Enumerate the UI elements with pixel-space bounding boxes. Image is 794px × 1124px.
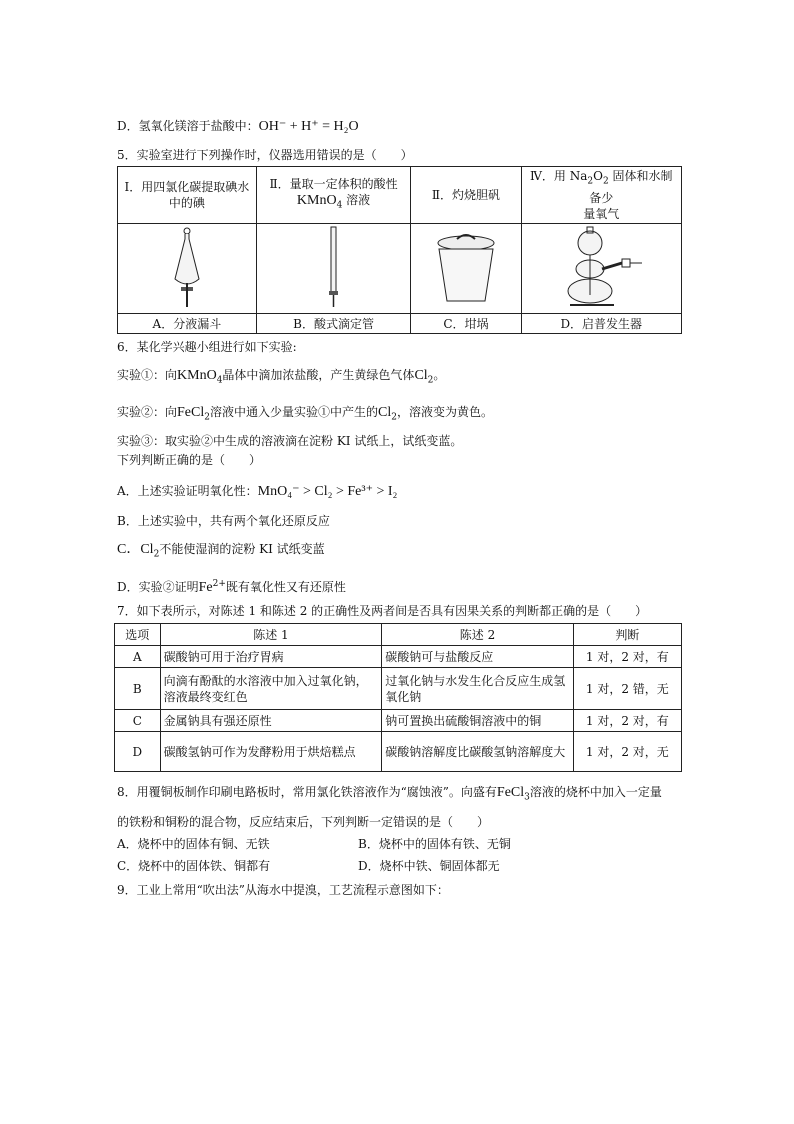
q7-table [114,623,682,772]
q4-formula: OH⁻ + H⁺ = H₂O [258,119,359,134]
caption-b: B．酸式滴定管 [256,314,411,334]
q5-stem: 5．实验室进行下列操作时，仪器选用错误的是（ ） [117,148,413,162]
q5-header-2: Ⅱ．量取一定体积的酸性 KMnO$_4$ 溶液 [256,167,411,224]
q6-experiment-1: 实验①：向KMnO$_4$晶体中滴加浓盐酸，产生黄绿色气体$Cl_2$。 [117,368,446,386]
q8-option-c: C．烧杯中的固体铁、铜都有 [117,859,271,873]
table-row: B 向滴有酚酞的水溶液中加入过氧化钠，溶液最终变红色 过氧化钠与水发生化合反应生成氢氧化钠 1 对，2 错，无 [115,668,682,710]
q6-ask: 下列判断正确的是（ ） [117,453,262,467]
burette-cell [256,224,411,314]
q6-option-a: A．上述实验证明氧化性：MnO₄⁻ > Cl₂ > Fe³⁺ > I₂ [117,484,398,499]
q8-option-b: B．烧杯中的固体有铁、无铜 [358,837,511,851]
q8-option-a: A．烧杯中的固体有铜、无铁 [117,837,270,851]
q6-experiment-3: 实验③：取实验②中生成的溶液滴在淀粉 KI 试纸上，试纸变蓝。 [117,434,463,448]
q5-header-3: Ⅱ．灼烧胆矾 [411,167,521,224]
caption-a: A．分液漏斗 [118,314,257,334]
q7-header-row: 选项 陈述 1 陈述 2 判断 [115,624,682,646]
kipp-generator-icon [556,225,646,309]
q5-header-4: Ⅳ．用 $Na_2O_2$ 固体和水制备少 量氧气 [521,167,682,224]
separatory-funnel-icon [167,225,207,309]
kipp-generator-cell [521,224,682,314]
table-row: C 金属钠具有强还原性 钠可置换出硫酸铜溶液中的铜 1 对，2 对，有 [115,710,682,732]
q4-option-d: D．氢氧化镁溶于盐酸中：OH⁻ + H⁺ = H₂O [117,119,359,134]
q7-stem: 7．如下表所示，对陈述 1 和陈述 2 的正确性及两者间是否具有因果关系的判断都正确的是（ ） [117,604,648,618]
q6-a-formula: MnO₄⁻ > Cl₂ > Fe³⁺ > I₂ [257,484,398,499]
q8-stem-line-1: 8．用覆铜板制作印刷电路板时，常用氯化铁溶液作为“腐蚀液”。向盛有FeCl$_3$溶液的烧杯中加入一定量 [117,785,662,803]
q6-option-d: D．实验②证明$Fe^{2+}$既有氧化性又有还原性 [117,579,346,595]
q6-stem: 6．某化学兴趣小组进行如下实验: [117,340,297,354]
q8-option-d: D．烧杯中铁、铜固体都无 [358,859,500,873]
table-row: D 碳酸氢钠可作为发酵粉用于烘焙糕点 碳酸钠溶解度比碳酸氢钠溶解度大 1 对，2 对，无 [115,732,682,772]
q9-stem: 9．工业上常用“吹出法”从海水中提溴，工艺流程示意图如下： [117,883,449,897]
table-row: A 碳酸钠可用于治疗胃病 碳酸钠可与盐酸反应 1 对，2 对，有 [115,646,682,668]
caption-c: C．坩埚 [411,314,521,334]
separatory-funnel-cell [118,224,257,314]
crucible-icon [431,227,501,307]
q5-header-1: Ⅰ．用四氯化碳提取碘水 中的碘 [118,167,257,224]
crucible-cell [411,224,521,314]
q6-option-c: C．$Cl_2$不能使湿润的淀粉 KI 试纸变蓝 [117,542,325,560]
q6-option-b: B．上述实验中，共有两个氧化还原反应 [117,514,330,528]
caption-d: D．启普发生器 [521,314,682,334]
q5-apparatus-table [117,166,682,334]
q8-stem-line-2: 的铁粉和铜粉的混合物，反应结束后，下列判断一定错误的是（ ） [117,815,490,829]
q6-experiment-2: 实验②：向FeCl$_2$溶液中通入少量实验①中产生的$Cl_2$，溶液变为黄色。 [117,405,493,423]
acid-burette-icon [319,225,349,309]
